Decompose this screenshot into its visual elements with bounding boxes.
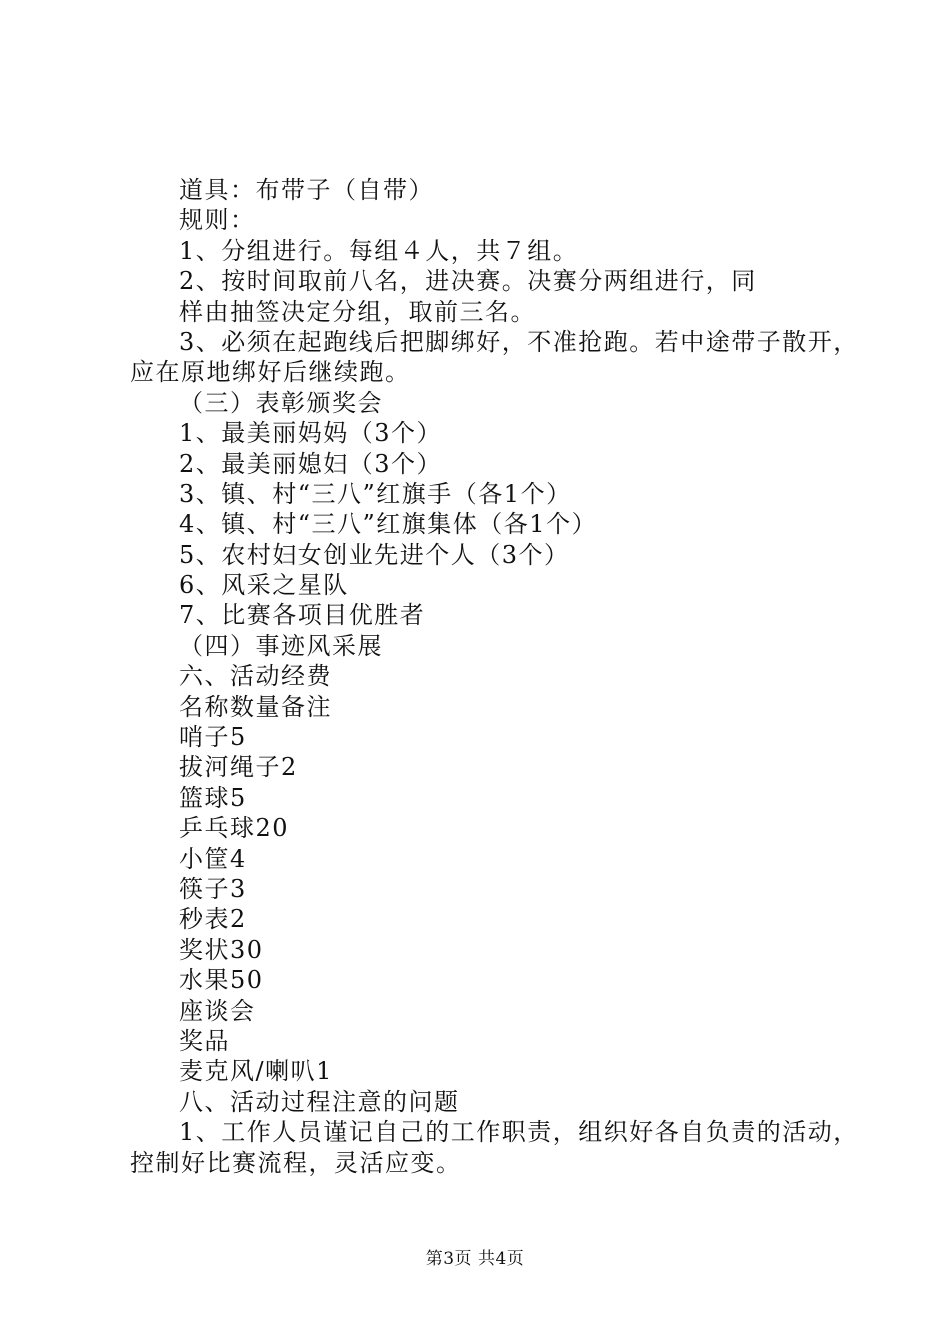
section-heading: （四）事迹风采展 [179, 631, 383, 660]
list-item: 7、比赛各项目优胜者 [179, 601, 426, 630]
document-body [130, 175, 859, 1178]
list-item: 5、农村妇女创业先进个人（3个） [179, 540, 570, 569]
list-item: 水果50 [179, 966, 264, 995]
list-item: 秒表2 [179, 905, 247, 934]
text-line: 规则： [179, 206, 256, 235]
list-item: 小筐4 [179, 844, 247, 873]
text-line: 应在原地绑好后继续跑。 [130, 358, 411, 387]
list-item: 筷子3 [179, 874, 247, 903]
list-item: 座谈会 [179, 996, 256, 1025]
text-line: 2、按时间取前八名，进决赛。决赛分两组进行，同 [179, 267, 757, 296]
list-item: 乒乓球20 [179, 814, 290, 843]
section-heading: 六、活动经费 [179, 662, 332, 691]
table-header: 名称数量备注 [179, 692, 332, 721]
list-item: 奖品 [179, 1026, 230, 1055]
list-item: 2、最美丽媳妇（3个） [179, 449, 443, 478]
text-line: 道具：布带子（自带） [179, 176, 434, 204]
list-item: 3、镇、村“三八”红旗手（各1个） [179, 479, 572, 508]
list-item: 4、镇、村“三八”红旗集体（各1个） [179, 510, 598, 539]
page-footer: 第3页 共4页 [425, 1249, 525, 1269]
list-item: 麦克风/喇叭1 [179, 1057, 333, 1086]
list-item: 拔河绳子2 [179, 753, 298, 782]
text-line: 控制好比赛流程，灵活应变。 [130, 1148, 462, 1177]
section-heading: 八、活动过程注意的问题 [179, 1087, 460, 1116]
list-item: 1、最美丽妈妈（3个） [179, 419, 443, 448]
list-item: 奖状30 [179, 935, 264, 964]
text-line: 3、必须在起跑线后把脚绑好，不准抢跑。若中途带子散开， [179, 327, 859, 356]
list-item: 6、风采之星队 [179, 571, 349, 600]
text-line: 样由抽签决定分组，取前三名。 [179, 297, 536, 326]
list-item: 哨子5 [179, 723, 247, 752]
text-line: 1、分组进行。每组４人，共７组。 [179, 236, 579, 265]
text-line: 1、工作人员谨记自己的工作职责，组织好各自负责的活动， [179, 1118, 859, 1147]
list-item: 篮球5 [179, 783, 247, 812]
section-heading: （三）表彰颁奖会 [179, 388, 383, 417]
